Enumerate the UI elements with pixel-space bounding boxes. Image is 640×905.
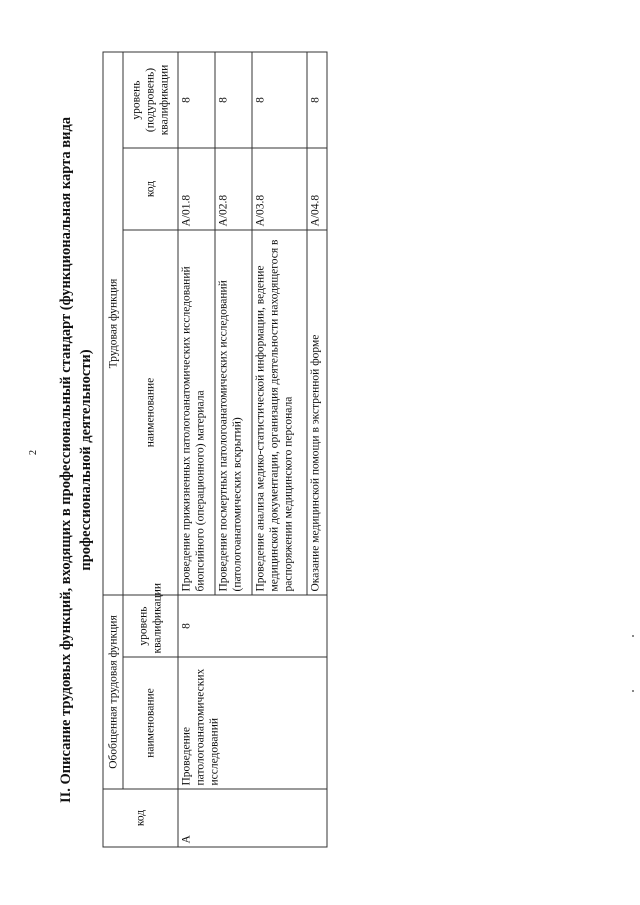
function-level: 8 xyxy=(307,52,328,148)
table-row xyxy=(178,52,215,847)
function-code: A/01.8 xyxy=(178,148,215,230)
header-name: наименование xyxy=(123,657,177,789)
function-name: Проведение прижизненных патологоанатомических исследований биопсийного (операционного) материала xyxy=(178,230,215,595)
header-tf-name: наименование xyxy=(123,230,177,595)
function-name: Проведение посмертных патологоанатомических исследований (патологоанатомических вскрытий) xyxy=(215,230,252,595)
header-labor-function: Трудовая функция xyxy=(103,52,123,595)
header-code: код xyxy=(103,789,178,847)
functional-map-table xyxy=(103,51,328,847)
function-code: A/03.8 xyxy=(252,148,306,230)
generalized-level: 8 xyxy=(178,595,327,657)
section-heading-line-1: II. Описание трудовых функций, входящих в профессиональный стандарт (функциональная карта вида xyxy=(58,116,74,804)
header-tf-level: уровень (подуровень) квалификации xyxy=(123,52,177,148)
header-row-top xyxy=(103,52,123,847)
function-code: A/02.8 xyxy=(215,148,252,230)
generalized-name: Проведение патологоанатомических исследований xyxy=(178,657,327,789)
generalized-code: A xyxy=(178,789,327,847)
functional-map-table-wrapper xyxy=(103,53,328,848)
scan-speck xyxy=(632,635,634,637)
header-tf-code: код xyxy=(123,148,177,230)
header-level: уровень квалификации xyxy=(123,595,177,657)
function-level: 8 xyxy=(252,52,306,148)
section-heading-line-2: профессиональной деятельности) xyxy=(78,349,94,571)
header-generalized-function: Обобщенная трудовая функция xyxy=(103,595,123,789)
page-number: 2 xyxy=(28,450,39,455)
section-heading xyxy=(56,50,96,870)
function-level: 8 xyxy=(215,52,252,148)
function-level: 8 xyxy=(178,52,215,148)
function-name: Оказание медицинской помощи в экстренной форме xyxy=(307,230,328,595)
header-row-sub xyxy=(123,52,177,847)
scan-speck xyxy=(632,690,634,692)
function-code: A/04.8 xyxy=(307,148,328,230)
function-name: Проведение анализа медико-статистической информации, ведение медицинской документации, организация деятельности находящегося в распоряжении медицинского персонала xyxy=(252,230,306,595)
